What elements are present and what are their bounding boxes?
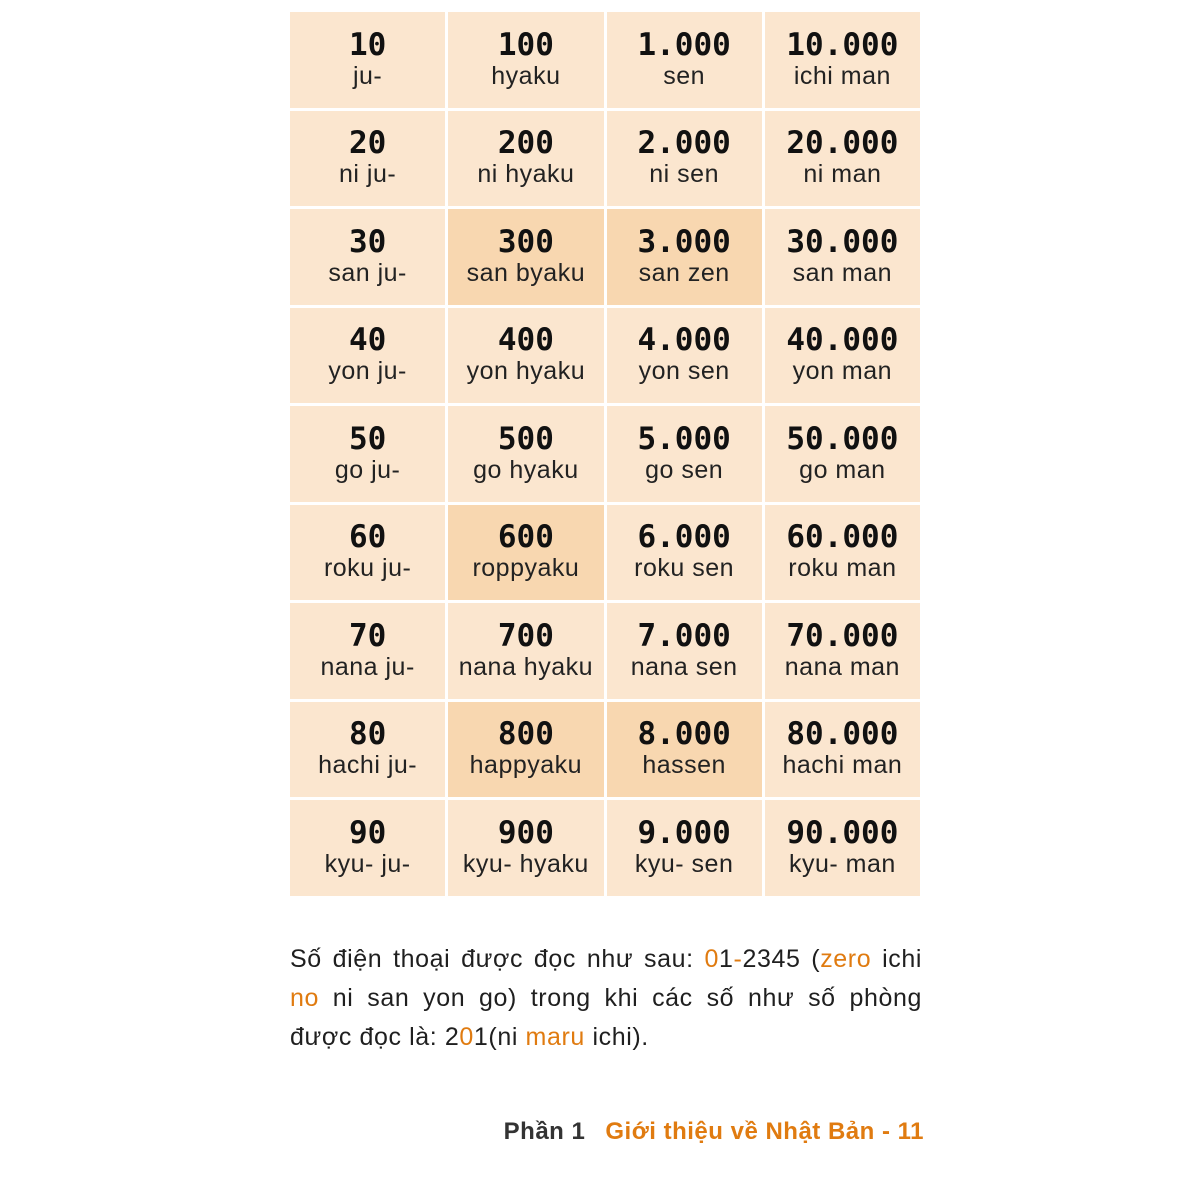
number-value: 40.000 [786,322,899,359]
number-reading: kyu- ju- [324,849,411,878]
number-reading: nana ju- [320,652,415,681]
number-cell [290,209,445,305]
number-value: 80 [348,716,387,753]
number-cell [607,406,762,502]
number-reading: go hyaku [473,455,579,484]
paragraph-text: ichi [871,945,922,973]
number-value: 30 [348,223,387,260]
number-cell [607,505,762,601]
number-value: 500 [497,420,554,457]
phone-reading-paragraph [290,940,922,1057]
number-reading: kyu- man [788,849,896,878]
number-value: 300 [497,223,554,260]
number-value: 70.000 [786,617,899,654]
number-reading: roku ju- [323,554,412,583]
numbers-table [290,12,920,896]
number-value: 800 [497,716,554,753]
number-cell [448,209,603,305]
number-cell [290,406,445,502]
number-reading: yon man [792,357,893,386]
number-value: 700 [497,617,554,654]
number-cell [765,12,920,108]
number-reading: san ju- [328,258,407,287]
number-reading: kyu- sen [634,849,734,878]
number-value: 20.000 [786,125,899,162]
number-cell [290,800,445,896]
number-value: 5.000 [637,420,731,457]
number-value: 2.000 [637,125,731,162]
number-cell [448,603,603,699]
number-reading: roppyaku [472,554,580,583]
number-value: 600 [497,519,554,556]
number-cell [765,406,920,502]
number-cell [448,308,603,404]
phone-zero-highlight: 0 [704,945,719,973]
number-cell [765,702,920,798]
number-reading: ni sen [649,160,719,189]
paragraph-text: 1(ni [473,1023,526,1051]
footer-chapter-title: Giới thiệu về Nhật Bản - 11 [605,1118,924,1145]
room-zero-highlight: 0 [459,1023,474,1051]
number-reading: ni man [803,160,882,189]
number-cell [765,111,920,207]
number-cell [290,505,445,601]
phone-dash-highlight: - [733,945,743,973]
number-reading: happyaku [469,751,583,780]
number-reading: hachi ju- [318,751,418,780]
number-reading: nana man [784,652,900,681]
number-value: 10.000 [786,26,899,63]
number-value: 30.000 [786,223,899,260]
number-value: 400 [497,322,554,359]
number-cell [448,702,603,798]
number-reading: go ju- [334,455,401,484]
number-reading: san byaku [466,258,586,287]
paragraph-text: 2345 ( [742,945,821,973]
number-reading: nana hyaku [458,652,594,681]
footer-part-label: Phần 1 [503,1118,586,1145]
number-value: 6.000 [637,519,731,556]
number-cell [290,12,445,108]
number-cell [448,12,603,108]
number-value: 9.000 [637,814,731,851]
number-reading: yon ju- [328,357,407,386]
number-reading: go man [799,455,886,484]
number-cell [607,111,762,207]
number-value: 80.000 [786,716,899,753]
paragraph-text: 1 [718,945,734,973]
number-reading: san man [792,258,893,287]
number-cell [290,111,445,207]
number-value: 7.000 [637,617,731,654]
number-reading: san zen [638,258,730,287]
number-reading: kyu- hyaku [462,849,589,878]
number-cell [448,406,603,502]
number-cell [765,505,920,601]
number-cell [607,800,762,896]
number-reading: hyaku [491,61,561,90]
number-value: 90.000 [786,814,899,851]
number-cell [765,800,920,896]
number-value: 4.000 [637,322,731,359]
number-cell [607,702,762,798]
number-reading: ju- [352,61,383,90]
zero-highlight: zero [820,945,872,973]
number-value: 100 [497,26,554,63]
number-reading: roku man [788,554,897,583]
paragraph-text: ichi). [584,1023,649,1051]
number-cell [607,12,762,108]
number-value: 50.000 [786,420,899,457]
number-value: 20 [348,125,387,162]
number-cell [448,111,603,207]
number-reading: ni hyaku [477,160,575,189]
number-cell [607,603,762,699]
number-value: 900 [497,814,554,851]
number-cell [765,308,920,404]
maru-highlight: maru [525,1023,585,1051]
number-reading: nana sen [630,652,738,681]
number-reading: yon sen [638,357,730,386]
number-value: 70 [348,617,387,654]
number-value: 200 [497,125,554,162]
paragraph-text: ni san yon go) trong khi các số như số phòng được đọc là: 2 [290,984,922,1051]
number-value: 3.000 [637,223,731,260]
number-cell [607,209,762,305]
number-value: 8.000 [637,716,731,753]
number-reading: roku sen [634,554,735,583]
number-value: 10 [348,26,387,63]
number-cell [448,800,603,896]
paragraph-text: Số điện thoại được đọc như sau: [290,945,705,973]
number-reading: go sen [645,455,724,484]
number-value: 60.000 [786,519,899,556]
number-reading: hassen [642,751,726,780]
number-value: 40 [348,322,387,359]
number-cell [290,603,445,699]
number-value: 1.000 [637,26,731,63]
number-cell [765,603,920,699]
number-value: 90 [348,814,387,851]
number-reading: sen [663,61,706,90]
number-reading: ichi man [793,61,891,90]
no-highlight: no [290,984,320,1012]
page-footer [504,1118,924,1146]
number-cell [607,308,762,404]
number-value: 60 [348,519,387,556]
number-reading: ni ju- [339,160,397,189]
number-cell [290,702,445,798]
number-cell [290,308,445,404]
number-reading: yon hyaku [466,357,586,386]
number-value: 50 [348,420,387,457]
number-reading: hachi man [782,751,903,780]
number-cell [765,209,920,305]
number-cell [448,505,603,601]
